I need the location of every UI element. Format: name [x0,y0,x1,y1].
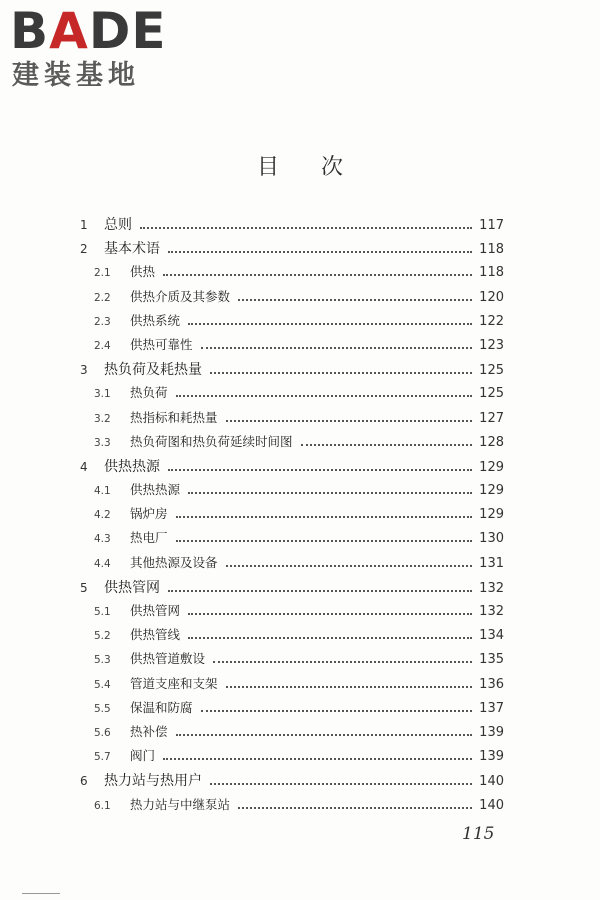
toc-entry-title: 锅炉房 [130,506,168,522]
toc-entry-page: 117 [479,218,504,233]
toc-entry-title: 基本术语 [104,241,160,258]
toc-entry-title: 保温和防腐 [130,699,193,715]
toc-entry-number: 2.4 [94,339,111,352]
toc-section [80,795,504,819]
toc-leader-dots [301,443,472,446]
toc-entry-page: 120 [479,289,504,305]
toc-leader-dots [168,250,472,253]
toc-entry-number: 3.1 [94,388,111,401]
toc-section [80,674,504,698]
toc-title: 目次 [256,155,385,180]
toc-entry-title: 热负荷及耗热量 [104,362,202,379]
toc-section [80,553,504,577]
toc-entry-number: 5.1 [94,606,111,618]
toc-entry-title: 供热可靠性 [130,336,193,352]
toc-leader-dots [163,273,472,276]
toc-entry-number: 5.6 [94,726,111,739]
toc-entry-title: 供热系统 [130,312,181,328]
toc-entry-number: 5.3 [94,654,111,667]
toc-entry-title: 供热管线 [130,627,181,643]
toc-section [80,408,504,432]
toc-entry-page: 139 [479,749,504,765]
toc-entry-title: 总则 [104,217,132,233]
toc-section [80,528,504,552]
toc-section [80,601,504,625]
toc-entry-number: 2 [80,242,88,257]
toc-leader-dots [238,806,472,809]
toc-entry-title: 供热 [130,264,156,280]
bottom-rule [22,893,60,894]
toc-entry-page: 132 [479,580,504,596]
toc-entry-title: 阀门 [130,748,156,764]
toc-entry-title: 其他热源及设备 [130,554,218,570]
toc-entry-title: 供热管道敷设 [130,651,206,667]
toc-entry-title: 供热管网 [130,603,181,618]
toc-entry-title: 热力站与热用户 [104,773,202,790]
toc-leader-dots [176,539,472,542]
toc-section [80,335,504,359]
toc-entry-number: 4.3 [94,533,111,546]
toc-entry-number: 3 [80,363,88,378]
toc-entry-number: 5 [80,580,88,595]
toc-entry-number: 2.3 [94,315,111,328]
toc-leader-dots [176,515,472,518]
logo-subtitle: 建装基地 [12,60,140,91]
toc-entry-title: 供热介质及其参数 [130,288,231,304]
toc-section [80,383,504,407]
toc-entry-page: 129 [479,507,504,523]
toc-chapter [80,577,504,601]
logo-wordmark: BADE [10,2,167,60]
toc-entry-title: 热补偿 [130,723,168,739]
toc-entry-page: 129 [479,483,504,499]
toc-entry-page: 131 [479,555,504,571]
toc-entry-page: 127 [479,410,504,426]
toc-section [80,625,504,649]
toc-leader-dots [213,660,472,663]
toc-entry-number: 4.1 [94,485,111,498]
toc-leader-dots [168,589,472,592]
toc-leader-dots [226,685,472,688]
toc-entry-page: 125 [479,363,504,379]
toc-leader-dots [201,346,472,349]
toc-chapter [80,456,504,480]
toc-section [80,504,504,528]
toc-entry-title: 热指标和耗热量 [130,409,218,425]
toc-leader-dots [188,612,472,615]
toc-section [80,262,504,286]
toc-chapter [80,214,504,238]
toc-entry-title: 热负荷图和热负荷延续时间图 [130,433,293,449]
toc-leader-dots [226,419,472,422]
toc-entry-page: 122 [479,313,504,329]
toc-leader-dots [168,468,472,471]
page-number: 115 [462,824,495,844]
toc-leader-dots [140,226,472,229]
toc-leader-dots [176,733,472,736]
toc-entry-page: 125 [479,386,504,402]
toc-entry-number: 5.4 [94,678,111,691]
table-of-contents [80,214,504,819]
toc-entry-number: 1 [80,218,88,232]
toc-section [80,432,504,456]
toc-entry-page: 118 [479,265,504,281]
toc-entry-number: 5.5 [94,702,111,715]
toc-leader-dots [188,322,472,325]
toc-section [80,649,504,673]
toc-entry-number: 6 [80,774,88,789]
toc-entry-page: 135 [479,652,504,668]
toc-leader-dots [210,782,472,785]
toc-entry-page: 137 [479,700,504,716]
toc-entry-number: 4 [80,459,88,474]
toc-entry-page: 136 [479,676,504,692]
toc-leader-dots [210,371,472,374]
toc-entry-number: 4.4 [94,557,111,570]
toc-chapter [80,238,504,262]
toc-entry-page: 123 [479,337,504,353]
toc-entry-page: 130 [479,531,504,547]
toc-entry-number: 5.7 [94,751,111,764]
toc-chapter [80,770,504,794]
toc-entry-title: 供热管网 [104,579,160,596]
toc-entry-title: 热力站与中继泵站 [130,796,231,812]
toc-entry-number: 2.2 [94,291,111,304]
toc-section [80,480,504,504]
toc-entry-title: 热负荷 [130,385,168,401]
toc-section [80,698,504,722]
toc-entry-number: 6.1 [94,799,111,812]
toc-leader-dots [163,757,472,760]
toc-leader-dots [238,298,472,301]
toc-entry-title: 热电厂 [130,530,168,546]
toc-entry-page: 132 [479,604,504,619]
toc-leader-dots [188,636,472,639]
toc-entry-number: 4.2 [94,509,111,522]
toc-entry-page: 134 [479,628,504,644]
toc-entry-page: 140 [479,774,504,790]
toc-leader-dots [188,491,472,494]
toc-section [80,311,504,335]
toc-entry-page: 129 [479,459,504,475]
toc-entry-page: 140 [479,797,504,813]
toc-entry-number: 5.2 [94,630,111,643]
toc-entry-page: 128 [479,434,504,450]
toc-leader-dots [201,709,472,712]
toc-section [80,287,504,311]
toc-chapter [80,359,504,383]
toc-section [80,746,504,770]
toc-entry-title: 供热热源 [130,482,181,498]
toc-entry-page: 139 [479,724,504,740]
toc-entry-title: 管道支座和支架 [130,675,218,691]
toc-entry-number: 2.1 [94,267,111,280]
toc-entry-title: 供热热源 [104,458,160,475]
toc-leader-dots [176,394,472,397]
bade-logo [10,4,180,96]
toc-entry-page: 118 [479,242,504,258]
toc-section [80,722,504,746]
toc-entry-number: 3.2 [94,412,111,425]
toc-leader-dots [226,564,472,567]
toc-entry-number: 3.3 [94,436,111,449]
